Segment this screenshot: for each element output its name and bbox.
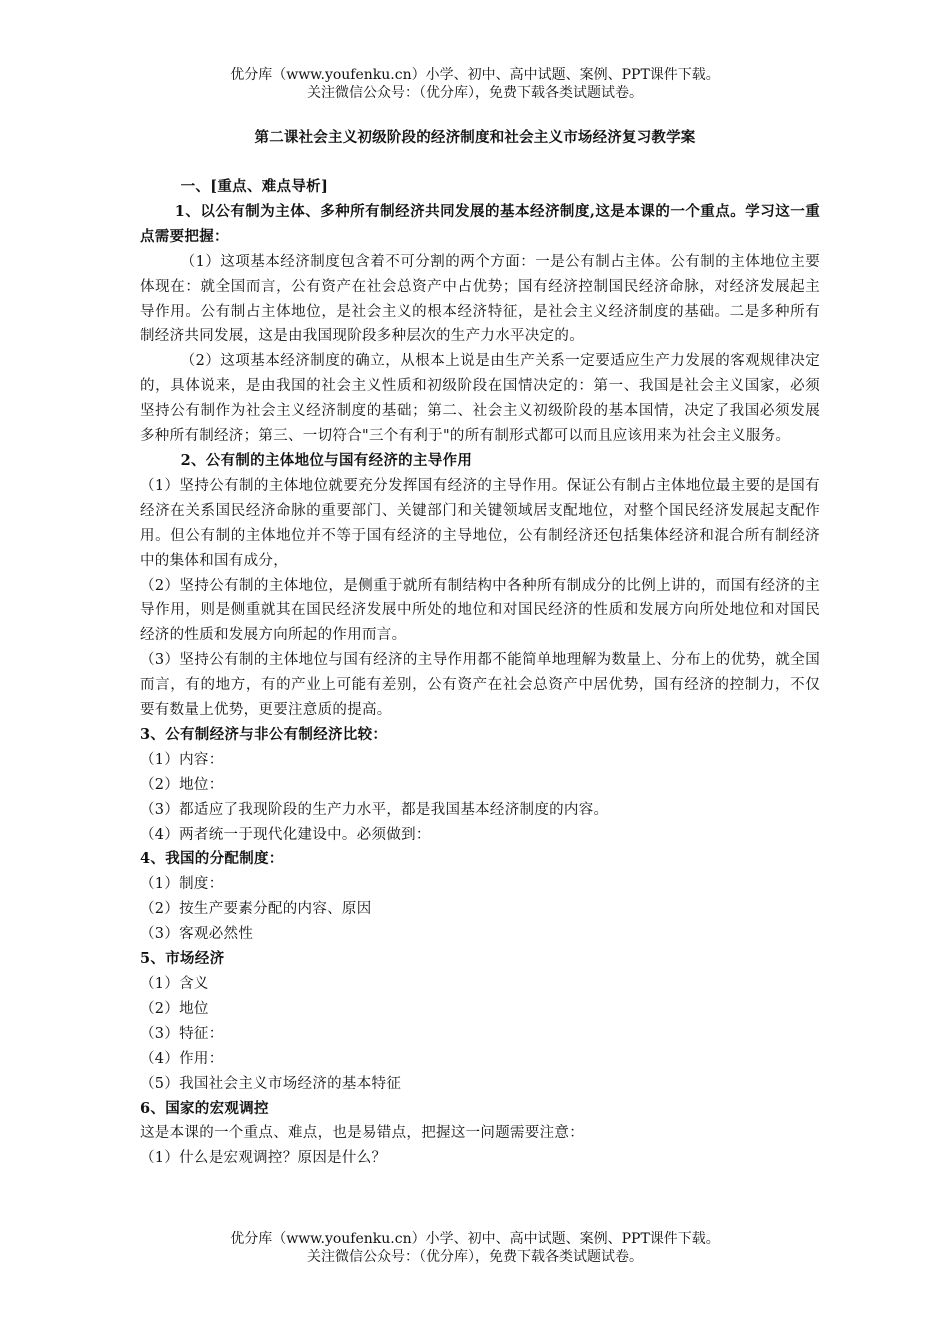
point2-paragraph-1: （1）坚持公有制的主体地位就要充分发挥国有经济的主导作用。保证公有制占主体地位最主要的是国有经济在关系国民经济命脉的重要部门、关键部门和关键领域居支配地位，对整个国民经济发展起支配作用。但公有制的主体地位并不等于国有经济的主导地位，公有制经济还包括集体经济和混合所有制经济中的集体和国有成分， (140, 477, 820, 569)
point4-heading: 4、我国的分配制度： (140, 850, 284, 868)
point6-paragraph-1: 这是本课的一个重点、难点，也是易错点，把握这一问题需要注意： (140, 1125, 584, 1142)
point3-heading: 3、公有制经济与非公有制经济比较： (140, 725, 388, 743)
point5-heading: 5、市场经济 (140, 950, 225, 968)
document-title: 第二课社会主义初级阶段的经济制度和社会主义市场经济复习教学案 (254, 129, 696, 146)
header-line-2: 关注微信公众号：（优分库），免费下载各类试题试卷。 (307, 85, 643, 101)
footer-line-2: 关注微信公众号：（优分库），免费下载各类试题试卷。 (307, 1249, 643, 1265)
point1-paragraph-2: （2）这项基本经济制度的确立，从根本上说是由生产关系一定要适应生产力发展的客观规律决定的，具体说来，是由我国的社会主义性质和初级阶段在国情决定的：第一、我国是社会主义国家，必须坚持公有制作为社会主义经济制度的基础；第二、社会主义初级阶段的基本国情，决定了我国必须发展多种所有制经济；第三、一切符合"三个有利于"的所有制形式都可以而且应该用来为社会主义服务。 (140, 353, 820, 445)
list-item: （2）按生产要素分配的内容、原因 (140, 901, 372, 918)
list-item: （5）我国社会主义市场经济的基本特征 (140, 1075, 402, 1092)
list-item: （1）什么是宏观调控？原因是什么？ (140, 1150, 387, 1167)
list-item: （4）作用： (140, 1050, 224, 1067)
list-item: （4）两者统一于现代化建设中。必须做到： (140, 826, 431, 843)
point2-paragraph-2: （2）坚持公有制的主体地位，是侧重于就所有制结构中各种所有制成分的比例上讲的，而国有经济的主导作用，则是侧重就其在国民经济发展中所处的地位和对国民经济的性质和发展方向所处地位和对国民经济的性质和发展方向所起的作用而言。 (140, 577, 820, 644)
list-item: （3）客观必然性 (140, 926, 254, 943)
page-header (0, 66, 950, 102)
point2-heading: 2、公有制的主体地位与国有经济的主导作用 (180, 451, 473, 469)
page-footer (0, 1230, 950, 1266)
list-item: （2）地位： (140, 776, 224, 793)
document-body (140, 175, 820, 1171)
section-heading: 一、[重点、难点导析] (180, 178, 329, 195)
list-item: （1）含义 (140, 976, 209, 992)
list-item: （3）都适应了我现阶段的生产力水平，都是我国基本经济制度的内容。 (140, 801, 609, 818)
list-item: （1）内容： (140, 751, 224, 768)
list-item: （2）地位 (140, 1000, 209, 1017)
point1-paragraph-1: （1）这项基本经济制度包含着不可分割的两个方面：一是公有制占主体。公有制的主体地位主要体现在：就全国而言，公有资产在社会总资产中占优势；国有经济控制国民经济命脉，对经济发展起主导作用。公有制占主体地位，是社会主义的根本经济特征，是社会主义经济制度的基础。二是多种所有制经济共同发展，这是由我国现阶段多种层次的生产力水平决定的。 (140, 253, 820, 345)
point6-heading: 6、国家的宏观调控 (140, 1099, 269, 1117)
footer-line-1: 优分库（www.youfenku.cn）小学、初中、高中试题、案例、PPT课件下载。 (230, 1231, 720, 1247)
point2-paragraph-3: （3）坚持公有制的主体地位与国有经济的主导作用都不能简单地理解为数量上、分布上的优势，就全国而言，有的地方，有的产业上可能有差别，公有资产在社会总资产中居优势，国有经济的控制力，不仅要有数量上优势，更要注意质的提高。 (140, 652, 820, 719)
header-line-1: 优分库（www.youfenku.cn）小学、初中、高中试题、案例、PPT课件下载。 (230, 67, 720, 83)
list-item: （1）制度： (140, 876, 224, 893)
point1-heading: 1、以公有制为主体、多种所有制经济共同发展的基本经济制度,这是本课的一个重点。学习这一重点需要把握： (140, 202, 820, 245)
list-item: （3）特征： (140, 1025, 224, 1042)
